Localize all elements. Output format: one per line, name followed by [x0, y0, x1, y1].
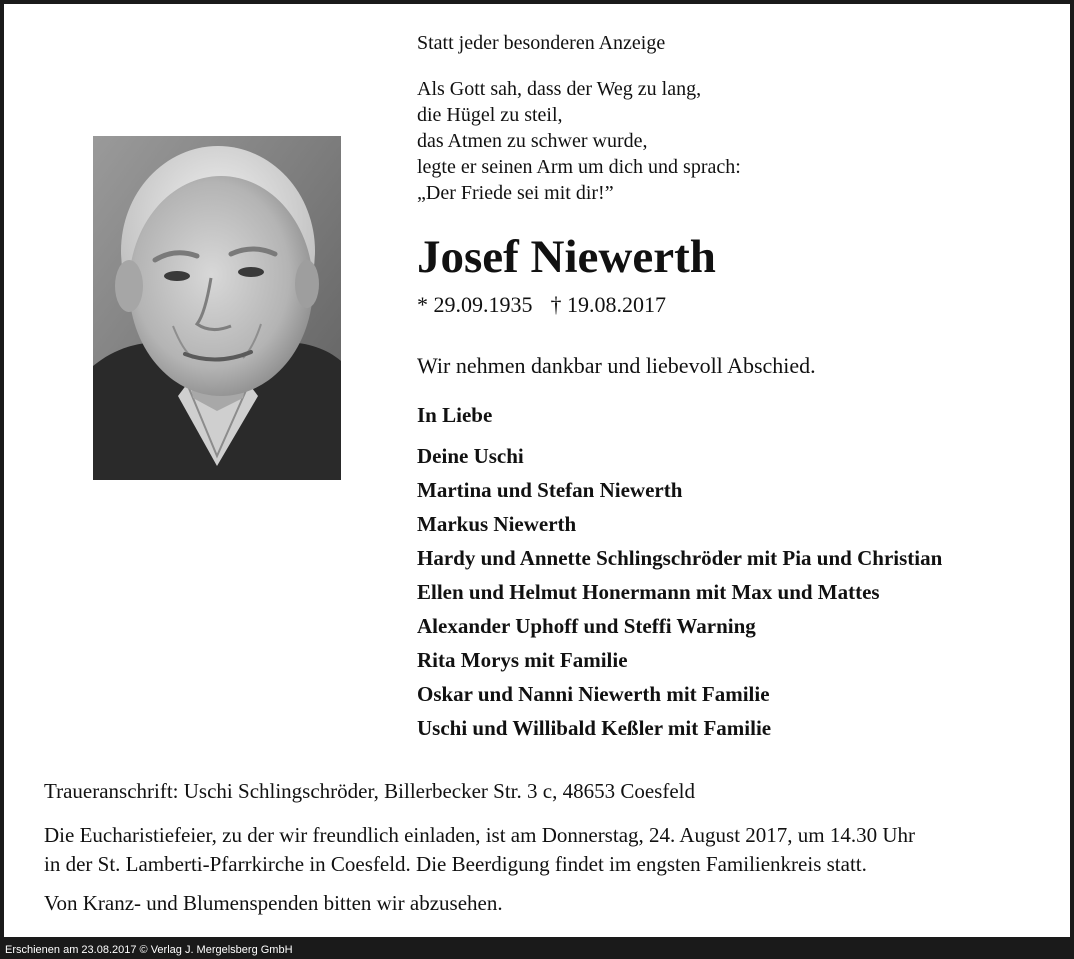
poem-line: „Der Friede sei mit dir!”: [417, 182, 614, 204]
poem-line: legte er seinen Arm um dich und sprach:: [417, 156, 741, 178]
mourner-entry: Uschi und Willibald Keßler mit Familie: [417, 716, 772, 740]
poem-line: das Atmen zu schwer wurde,: [417, 130, 648, 152]
mourner-entry: Markus Niewerth: [417, 512, 577, 536]
poem-line: Als Gott sah, dass der Weg zu lang,: [417, 78, 702, 100]
farewell-text: Wir nehmen dankbar und liebevoll Abschied.: [417, 353, 816, 378]
service-info: [44, 821, 915, 879]
poem: [417, 76, 741, 206]
mourner-entry: Ellen und Helmut Honermann mit Max und Mattes: [417, 580, 880, 604]
no-flowers-note: Von Kranz- und Blumenspenden bitten wir abzusehen.: [44, 891, 503, 915]
mourner-entry: Hardy und Annette Schlingschröder mit Pia und Christian: [417, 546, 943, 570]
mourner-entry: Oskar und Nanni Niewerth mit Familie: [417, 682, 770, 706]
life-dates: [417, 291, 666, 319]
mourning-address: Traueranschrift: Uschi Schlingschröder, Billerbecker Str. 3 c, 48653 Coesfeld: [44, 779, 695, 803]
mourners-list: [417, 439, 942, 745]
mourner-entry: Deine Uschi: [417, 444, 524, 468]
death-date: † 19.08.2017: [550, 292, 666, 317]
birth-date: * 29.09.1935: [417, 292, 533, 317]
mourner-entry: Alexander Uphoff und Steffi Warning: [417, 614, 756, 638]
mourner-entry: Martina und Stefan Niewerth: [417, 478, 683, 502]
in-love-heading: In Liebe: [417, 403, 493, 427]
publication-footer: [0, 941, 1074, 959]
service-line: Die Eucharistiefeier, zu der wir freundlich einladen, ist am Donnerstag, 24. August 2017, um 14.30 Uhr: [44, 823, 916, 847]
portrait-photo: [93, 136, 341, 480]
poem-line: die Hügel zu steil,: [417, 104, 563, 126]
notice-intro: Statt jeder besonderen Anzeige: [417, 32, 666, 54]
mourner-entry: Rita Morys mit Familie: [417, 648, 628, 672]
deceased-name: Josef Niewerth: [417, 231, 716, 283]
publication-info: Erschienen am 23.08.2017 © Verlag J. Mergelsberg GmbH: [5, 944, 293, 956]
service-line: in der St. Lamberti-Pfarrkirche in Coesfeld. Die Beerdigung findet im engsten Familienkreis statt.: [44, 852, 867, 876]
